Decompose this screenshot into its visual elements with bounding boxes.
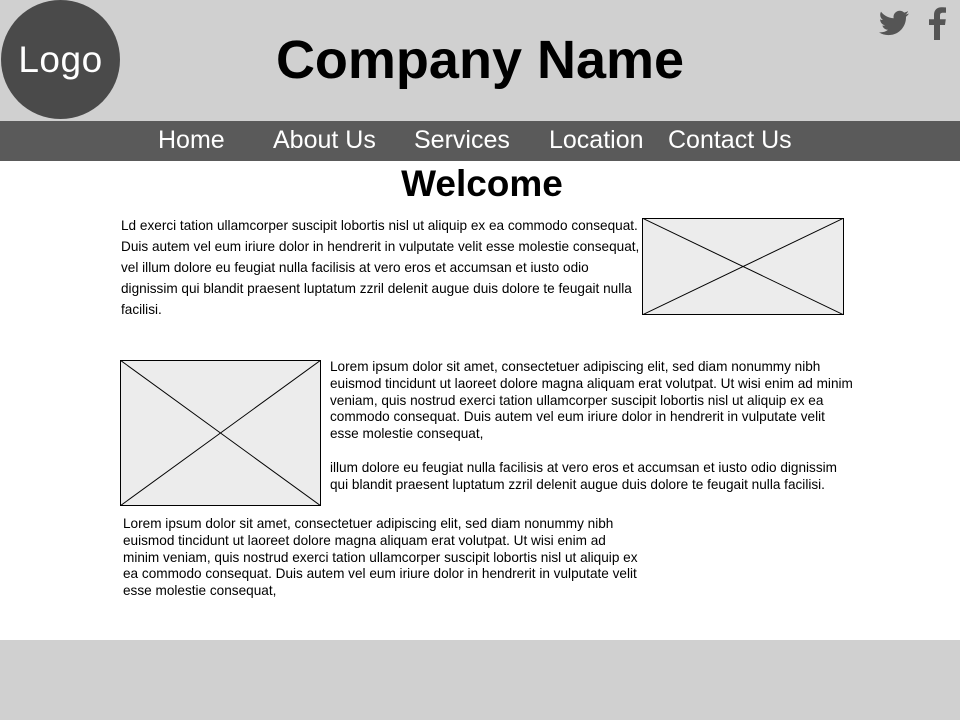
- footer: [0, 640, 960, 720]
- nav-item-location[interactable]: Location: [549, 126, 644, 154]
- company-name: Company Name: [275, 30, 685, 90]
- logo-text: Logo: [18, 38, 103, 80]
- intro-paragraph: Ld exerci tation ullamcorper suscipit lobortis nisl ut aliquip ex ea commodo consequat. Duis autem vel eum iriure dolor in hendrerit in vulputate velit esse molestie consequat, vel illum dolore eu feugiat nulla facilisis at vero eros et accumsan et iusto odio dignissim qui blandit praesent luptatum zzril delenit augue duis dolore te feugait nulla facilisi.: [121, 218, 640, 317]
- image-placeholder-top: [642, 218, 844, 315]
- logo[interactable]: [1, 0, 120, 119]
- twitter-icon[interactable]: [877, 6, 911, 40]
- nav-item-services[interactable]: Services: [414, 126, 510, 154]
- side-paragraph: [330, 359, 855, 493]
- side-paragraph-part-2: illum dolore eu feugiat nulla facilisis at vero eros et accumsan et iusto odio dignissim qui blandit praesent luptatum zzril delenit augue duis dolore te feugait nulla facilisi.: [330, 459, 837, 492]
- image-placeholder-icon: [120, 360, 321, 506]
- nav-item-contact-us[interactable]: Contact Us: [668, 126, 792, 154]
- header: [0, 0, 960, 121]
- main-nav: [0, 121, 960, 161]
- facebook-icon[interactable]: [927, 6, 947, 40]
- side-paragraph-part-1: Lorem ipsum dolor sit amet, consectetuer adipiscing elit, sed diam nonummy nibh euismod tincidunt ut laoreet dolore magna aliquam erat volutpat. Ut wisi enim ad minim veniam, quis nostrud exerci tation ullamcorper suscipit lobortis nisl ut aliquip ex ea commodo consequat. Duis autem vel eum iriure dolor in hendrerit in vulputate velit esse molestie consequat,: [330, 359, 853, 442]
- nav-item-about-us[interactable]: About Us: [273, 126, 376, 154]
- nav-item-home[interactable]: Home: [158, 126, 225, 154]
- bottom-paragraph: Lorem ipsum dolor sit amet, consectetuer adipiscing elit, sed diam nonummy nibh euismod tincidunt ut laoreet dolore magna aliquam erat volutpat. Ut wisi enim ad minim veniam, quis nostrud exerci tation ullamcorper suscipit lobortis nisl ut aliquip ex ea commodo consequat. Duis autem vel eum iriure dolor in hendrerit in vulputate velit esse molestie consequat,: [123, 516, 638, 599]
- welcome-heading: Welcome: [401, 163, 563, 204]
- image-placeholder-left: [120, 360, 321, 506]
- image-placeholder-icon: [642, 218, 844, 315]
